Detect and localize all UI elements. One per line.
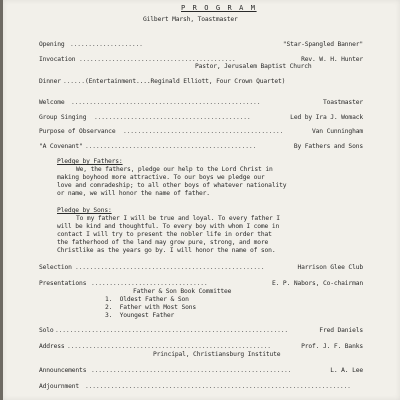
item-label-covenant: "A Covenant" (39, 143, 83, 150)
pledge-fathers-line: making boyhood more attractive. To our boys we pledge our (57, 174, 265, 181)
program-title: P R O G R A M (181, 4, 257, 12)
item-value-announcements: L. A. Lee (330, 367, 363, 374)
award-item: 3. Youngest Father (105, 312, 175, 319)
leader-dots: ........................................................ (67, 343, 271, 350)
item-label-address: Address (39, 343, 65, 350)
item-value-presentations: E. P. Nabors, Co-chairman (271, 280, 363, 287)
pledge-fathers-line: love and comradeship; to all other boys of whatever nationality (57, 182, 287, 189)
leader-dots: ............................................ (123, 128, 284, 135)
award-item: 1. Oldest Father & Son (105, 296, 189, 303)
leader-dots: ...... (63, 78, 85, 85)
item-label-announcements: Announcements (39, 367, 87, 374)
pledge-sons-line: contact I will try to present the nobler life in order that (57, 231, 272, 238)
item-label-purpose: Purpose of Observance (39, 128, 116, 135)
pledge-sons-title: Pledge by Sons: (57, 207, 112, 214)
leader-dots: .................................................... (71, 99, 261, 106)
leader-dots: .................................................... (75, 264, 265, 271)
item-value-dinner: (Entertainment....Reginald Elliott, Four Crown Quartet) (85, 78, 286, 85)
pledge-fathers-line: or name, we will honor the name of father. (57, 190, 210, 197)
item-label-group-singing: Group Singing (39, 114, 87, 121)
award-item: 2. Father with Most Sons (105, 304, 197, 311)
item-label-invocation: Invocation (39, 56, 76, 63)
item-label-adjournment: Adjournment (39, 383, 80, 390)
leader-dots: ......................................................................... (85, 383, 351, 390)
leader-dots: .................... (70, 41, 143, 48)
presentations-committee: Father & Son Book Committee (133, 288, 232, 295)
item-label-welcome: Welcome (39, 99, 65, 106)
leader-dots: ....................................................... (91, 367, 292, 374)
item-label-dinner: Dinner (39, 78, 61, 85)
item-value-selection: Harrison Glee Club (297, 264, 363, 271)
pledge-sons-line: the fatherhood of the land may grow pure, strong, and more (57, 239, 269, 246)
leader-dots: ................................ (91, 280, 208, 287)
item-value-group-singing: Led by Ira J. Womack (290, 114, 363, 121)
item-value-solo: Fred Daniels (319, 327, 363, 334)
item-label-presentations: Presentations (39, 280, 87, 287)
pledge-fathers-line: We, the fathers, pledge our help to the Lord Christ in (76, 166, 273, 173)
pledge-sons-line: To my father I will be true and loyal. To every father I (76, 215, 280, 222)
invocation-affiliation: Pastor, Jerusalem Baptist Church (195, 63, 312, 70)
item-value-covenant: By Fathers and Sons (293, 143, 363, 150)
item-value-welcome: Toastmaster (322, 99, 363, 106)
pledge-fathers-title: Pledge by Fathers: (57, 158, 123, 165)
leader-dots: ................................................................ (55, 327, 289, 334)
item-value-invocation: Rev. W. H. Hunter (301, 56, 363, 63)
leader-dots: ........................................... (79, 56, 236, 63)
pledge-sons-line: Christlike as the years go by. I will honor the name of son. (57, 247, 276, 254)
item-label-selection: Selection (39, 264, 72, 271)
item-label-solo: Solo (39, 327, 54, 334)
program-sheet (3, 0, 400, 400)
leader-dots: ............................................... (85, 143, 257, 150)
leader-dots: ........................................... (94, 114, 251, 121)
item-value-address: Prof. J. F. Banks (301, 343, 363, 350)
item-value-purpose: Van Cunningham (312, 128, 363, 135)
pledge-sons-line: will be kind and thoughtful. To every boy with whom I come in (57, 223, 280, 230)
toastmaster-line: Gilbert Marsh, Toastmaster (143, 16, 238, 23)
item-label-opening: Opening (39, 41, 65, 48)
address-affiliation: Principal, Christiansburg Institute (153, 351, 281, 358)
item-value-opening: "Star-Spangled Banner" (282, 41, 363, 48)
